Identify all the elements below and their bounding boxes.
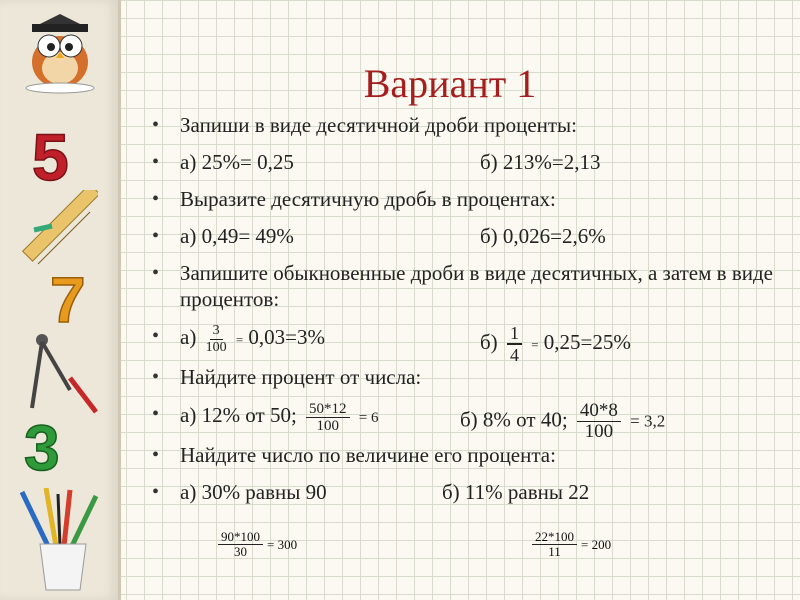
answer-a: а) $\frac{3}{100}$ = 0,03=3% [180,323,326,355]
fraction-1-4: $\frac{1}{4}$ [507,323,522,365]
list-item-answers-4 [150,400,780,442]
pencils-cup-icon [12,488,112,594]
answer-b: б) $\frac{1}{4}$ = 0,25=25% [480,323,631,365]
digit-7-icon [44,262,104,332]
answer-a: а) 25%= 0,25 [180,150,294,174]
decorative-sidebar [0,0,121,600]
answer-b: б) 11% равны 22 [442,480,590,504]
list-item-answers-1 [150,149,780,175]
answer-a: а) 12% от 50; $\frac{50*12}{100}$ = 6 [180,401,379,434]
owl-icon [14,10,106,94]
solution-a: $\frac{90*100}{30}$ = 300 [214,530,297,559]
answer-b: б) 213%=2,13 [480,150,601,174]
list-item-task-2 [150,186,780,212]
fraction-50x12-100: $\frac{50*12}{100}$ [306,401,350,434]
answer-b: б) 0,026=2,6% [480,224,606,248]
list-item-task-1 [150,112,780,138]
fraction-22x100-11: $\frac{22*100}{11}$ [532,530,577,559]
digit-3: 3 [24,412,60,480]
compass-icon [20,330,100,420]
task-heading: Запиши в виде десятичной дроби проценты: [180,113,578,137]
content-list [150,112,780,516]
digit-3-icon [18,408,82,480]
answer-a: а) 0,49= 49% [180,224,294,248]
list-item-answers-5 [150,479,780,505]
digit-5-icon [24,118,88,190]
fraction-3-100: $\frac{3}{100}$ [205,323,227,355]
list-item-answers-3 [150,323,780,365]
task-heading: Выразите десятичную дробь в процентах: [180,187,556,211]
fraction-40x8-100: $\frac{40*8}{100}$ [577,401,621,442]
list-item-task-3 [150,260,780,312]
answer-b: б) 8% от 40; $\frac{40*8}{100}$ = 3,2 [460,400,666,442]
slide-title: Вариант 1 [363,61,537,106]
answer-a: а) 30% равны 90 [180,480,327,504]
task-heading: Запишите обыкновенные дроби в виде десятичных, а затем в виде процентов: [180,261,773,311]
list-item-task-5 [150,442,780,468]
digit-5: 5 [32,120,69,190]
fraction-90x100-30: $\frac{90*100}{30}$ [218,530,263,559]
list-item-task-4 [150,364,780,390]
solution-b: $\frac{22*100}{11}$ = 200 [528,530,611,559]
task-heading: Найдите процент от числа: [180,365,422,389]
task-heading: Найдите число по величине его процента: [180,443,556,467]
digit-7: 7 [50,264,86,332]
list-item-answers-2 [150,223,780,249]
